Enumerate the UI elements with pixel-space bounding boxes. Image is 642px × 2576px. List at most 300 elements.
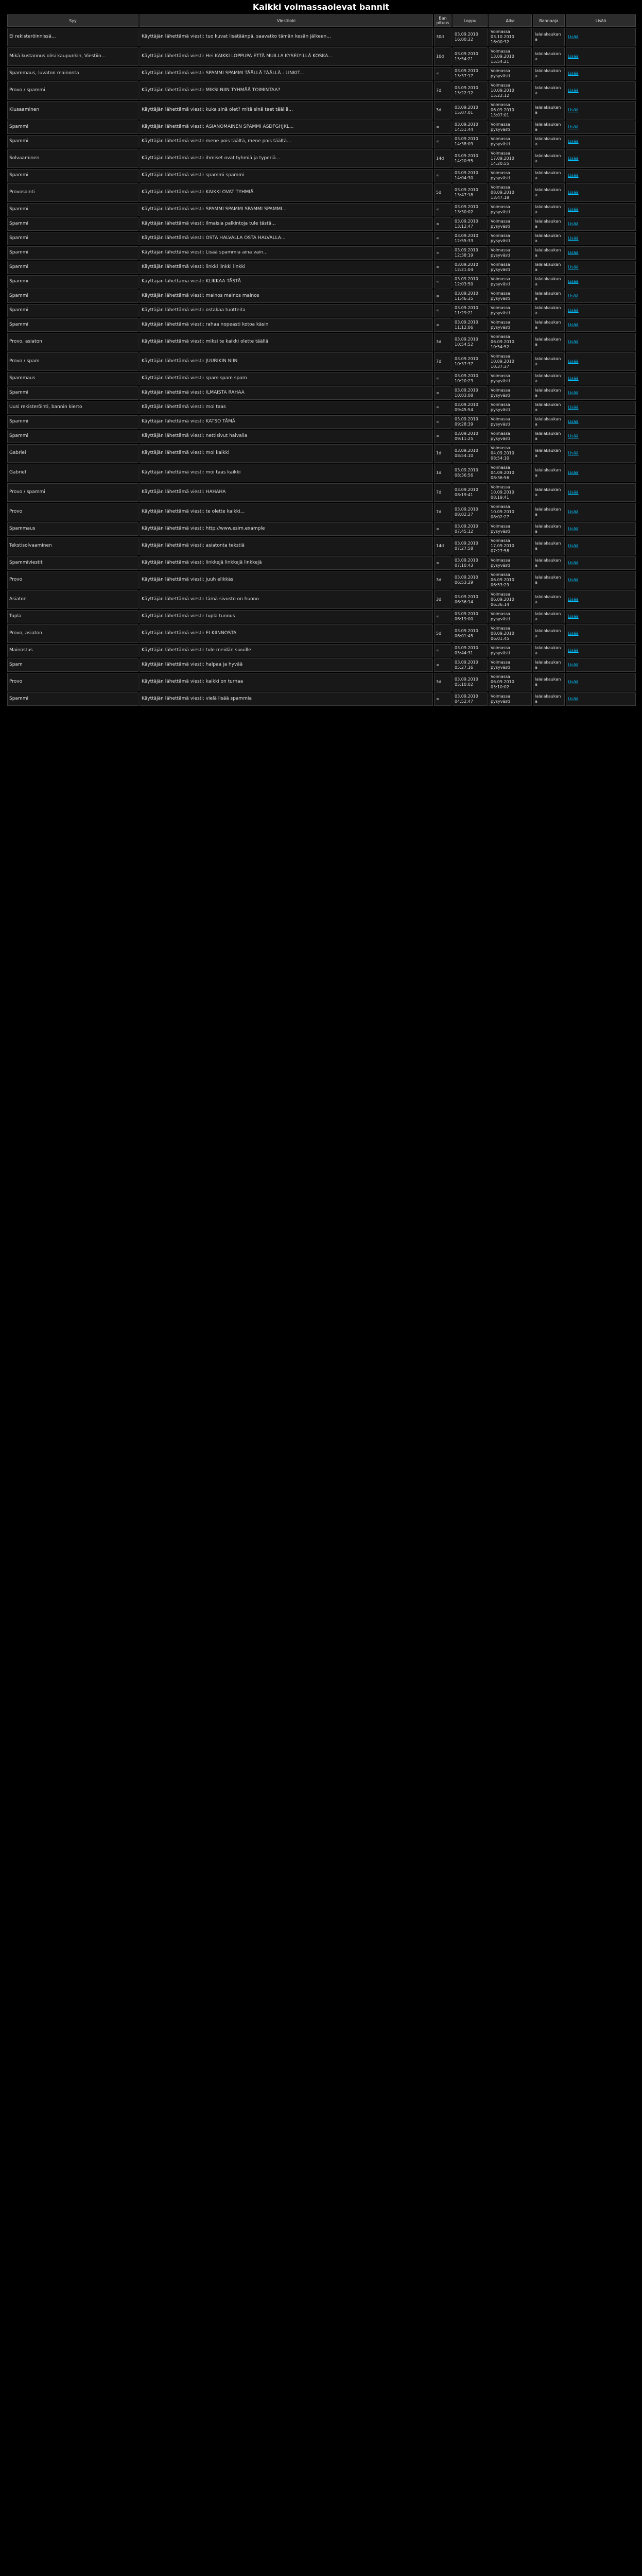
reason-cell: Provo / spammi (7, 81, 138, 100)
start-cell: 03.09.2010 15:54:21 (453, 47, 488, 66)
table-row (7, 28, 636, 46)
end-cell: Voimassa 08.09.2010 06:01:45 (489, 624, 532, 643)
more-link[interactable]: Lisää (566, 67, 636, 80)
length-cell: ∞ (434, 430, 452, 443)
table-row (7, 556, 636, 570)
start-cell: 03.09.2010 04:52:47 (453, 692, 488, 706)
more-link[interactable]: Lisää (566, 304, 636, 317)
admin-cell: lalalakaukana (533, 47, 565, 66)
table-row (7, 246, 636, 260)
admin-cell: lalalakaukana (533, 644, 565, 657)
start-cell: 03.09.2010 08:19:41 (453, 483, 488, 502)
more-link[interactable]: Lisää (566, 183, 636, 202)
table-row (7, 217, 636, 231)
end-cell: Voimassa pysyvästi (489, 386, 532, 400)
more-link[interactable]: Lisää (566, 571, 636, 589)
admin-cell: lalalakaukana (533, 246, 565, 260)
table-row (7, 610, 636, 623)
end-cell: Voimassa 10.09.2010 15:22:12 (489, 81, 532, 100)
column-header-end: Aika (489, 14, 532, 27)
end-cell: Voimassa 10.09.2010 08:02:27 (489, 503, 532, 521)
message-cell: Käyttäjän lähettämä viesti: vielä lisää spammia (140, 692, 433, 706)
end-cell: Voimassa pysyvästi (489, 203, 532, 216)
start-cell: 03.09.2010 06:19:00 (453, 610, 488, 623)
length-cell: 14d (434, 537, 452, 555)
start-cell: 03.09.2010 07:45:12 (453, 522, 488, 536)
start-cell: 03.09.2010 13:30:02 (453, 203, 488, 216)
end-cell: Voimassa pysyvästi (489, 169, 532, 182)
start-cell: 03.09.2010 09:11:25 (453, 430, 488, 443)
message-cell: Käyttäjän lähettämä viesti: spammi spammi (140, 169, 433, 182)
reason-cell: Spammaus (7, 372, 138, 385)
table-row (7, 333, 636, 351)
admin-cell: lalalakaukana (533, 537, 565, 555)
reason-cell: Provo / spam (7, 352, 138, 371)
end-cell: Voimassa pysyvästi (489, 275, 532, 289)
start-cell: 03.09.2010 09:45:54 (453, 401, 488, 414)
reason-cell: Spammi (7, 203, 138, 216)
admin-cell: lalalakaukana (533, 275, 565, 289)
start-cell: 03.09.2010 14:51:44 (453, 121, 488, 134)
table-row (7, 304, 636, 317)
admin-cell: lalalakaukana (533, 203, 565, 216)
start-cell: 03.09.2010 15:22:12 (453, 81, 488, 100)
more-link[interactable]: Lisää (566, 28, 636, 46)
more-link[interactable]: Lisää (566, 169, 636, 182)
end-cell: Voimassa 08.09.2010 13:47:18 (489, 183, 532, 202)
more-link[interactable]: Lisää (566, 503, 636, 521)
end-cell: Voimassa pysyvästi (489, 644, 532, 657)
start-cell: 03.09.2010 05:44:31 (453, 644, 488, 657)
length-cell: ∞ (434, 318, 452, 332)
reason-cell: Mikä kustannus olisi kaupunkin, Viestiin... (7, 47, 138, 66)
start-cell: 03.09.2010 05:27:16 (453, 658, 488, 672)
length-cell: 1d (434, 444, 452, 463)
start-cell: 03.09.2010 06:01:45 (453, 624, 488, 643)
admin-cell: lalalakaukana (533, 430, 565, 443)
admin-cell: lalalakaukana (533, 610, 565, 623)
length-cell: 3d (434, 571, 452, 589)
table-row (7, 658, 636, 672)
message-cell: Käyttäjän lähettämä viesti: KLIKKAA TÄSTÄ (140, 275, 433, 289)
start-cell: 03.09.2010 12:21:04 (453, 261, 488, 274)
table-row (7, 644, 636, 657)
end-cell: Voimassa 10.09.2010 08:19:41 (489, 483, 532, 502)
admin-cell: lalalakaukana (533, 217, 565, 231)
end-cell: Voimassa pysyvästi (489, 658, 532, 672)
start-cell: 03.09.2010 12:55:33 (453, 232, 488, 245)
end-cell: Voimassa 03.10.2010 16:00:32 (489, 28, 532, 46)
table-row (7, 203, 636, 216)
end-cell: Voimassa pysyvästi (489, 556, 532, 570)
end-cell: Voimassa pysyvästi (489, 692, 532, 706)
length-cell: 30d (434, 28, 452, 46)
length-cell: 7d (434, 81, 452, 100)
end-cell: Voimassa pysyvästi (489, 217, 532, 231)
table-row (7, 415, 636, 429)
admin-cell: lalalakaukana (533, 571, 565, 589)
message-cell: Käyttäjän lähettämä viesti: KATSO TÄMÄ (140, 415, 433, 429)
reason-cell: Solvaaminen (7, 149, 138, 168)
length-cell: ∞ (434, 610, 452, 623)
more-link[interactable]: Lisää (566, 318, 636, 332)
admin-cell: lalalakaukana (533, 673, 565, 691)
reason-cell: Spammi (7, 232, 138, 245)
length-cell: ∞ (434, 203, 452, 216)
reason-cell: Ei rekisteröinnissä... (7, 28, 138, 46)
end-cell: Voimassa 17.09.2010 14:20:55 (489, 149, 532, 168)
table-header-row (7, 14, 636, 27)
message-cell: Käyttäjän lähettämä viesti: OSTA HALVALLA OSTA HALVALLA... (140, 232, 433, 245)
reason-cell: Kiusaaminen (7, 101, 138, 120)
admin-cell: lalalakaukana (533, 415, 565, 429)
table-row (7, 444, 636, 463)
start-cell: 03.09.2010 06:36:14 (453, 590, 488, 609)
message-cell: Käyttäjän lähettämä viesti: ilmaisia palkintoja tule tästä... (140, 217, 433, 231)
admin-cell: lalalakaukana (533, 135, 565, 148)
start-cell: 03.09.2010 07:10:43 (453, 556, 488, 570)
reason-cell: Spammiviestit (7, 556, 138, 570)
reason-cell: Spammi (7, 692, 138, 706)
length-cell: ∞ (434, 261, 452, 274)
reason-cell: Spammi (7, 386, 138, 400)
length-cell: 7d (434, 352, 452, 371)
table-row (7, 121, 636, 134)
table-row (7, 183, 636, 202)
table-row (7, 503, 636, 521)
table-row (7, 673, 636, 691)
reason-cell: Spammi (7, 290, 138, 303)
length-cell: 3d (434, 673, 452, 691)
end-cell: Voimassa 06.09.2010 06:36:14 (489, 590, 532, 609)
start-cell: 03.09.2010 10:37:37 (453, 352, 488, 371)
reason-cell: Spammi (7, 121, 138, 134)
more-link[interactable]: Lisää (566, 372, 636, 385)
reason-cell: Provo (7, 673, 138, 691)
message-cell: Käyttäjän lähettämä viesti: spam spam spam (140, 372, 433, 385)
length-cell: 5d (434, 183, 452, 202)
table-row (7, 624, 636, 643)
table-row (7, 571, 636, 589)
table-row (7, 401, 636, 414)
reason-cell: Provo (7, 571, 138, 589)
reason-cell: Mainostus (7, 644, 138, 657)
message-cell: Käyttäjän lähettämä viesti: mainos mainos mainos (140, 290, 433, 303)
end-cell: Voimassa pysyvästi (489, 304, 532, 317)
start-cell: 03.09.2010 14:04:30 (453, 169, 488, 182)
message-cell: Käyttäjän lähettämä viesti: SPAMMI SPAMMI SPAMMI SPAMMI... (140, 203, 433, 216)
column-header-length: Ban pituus (434, 14, 452, 27)
start-cell: 03.09.2010 06:53:29 (453, 571, 488, 589)
start-cell: 03.09.2010 16:00:32 (453, 28, 488, 46)
message-cell: Käyttäjän lähettämä viesti: juuh elikkäs (140, 571, 433, 589)
admin-cell: lalalakaukana (533, 261, 565, 274)
length-cell: ∞ (434, 658, 452, 672)
table-row (7, 290, 636, 303)
reason-cell: Spam (7, 658, 138, 672)
message-cell: Käyttäjän lähettämä viesti: linkkejä linkkejä linkkejä (140, 556, 433, 570)
length-cell: 5d (434, 624, 452, 643)
message-cell: Käyttäjän lähettämä viesti: asiatonta tekstiä (140, 537, 433, 555)
reason-cell: Uusi rekisteröinti, bannin kierto (7, 401, 138, 414)
more-link[interactable]: Lisää (566, 121, 636, 134)
length-cell: ∞ (434, 372, 452, 385)
admin-cell: lalalakaukana (533, 304, 565, 317)
end-cell: Voimassa pysyvästi (489, 121, 532, 134)
length-cell: 7d (434, 503, 452, 521)
message-cell: Käyttäjän lähettämä viesti: ihmiset ovat tyhmiä ja typeriä... (140, 149, 433, 168)
reason-cell: Tupla (7, 610, 138, 623)
end-cell: Voimassa pysyvästi (489, 290, 532, 303)
more-link[interactable]: Lisää (566, 217, 636, 231)
start-cell: 03.09.2010 15:07:01 (453, 101, 488, 120)
end-cell: Voimassa pysyvästi (489, 372, 532, 385)
admin-cell: lalalakaukana (533, 658, 565, 672)
start-cell: 03.09.2010 10:54:52 (453, 333, 488, 351)
page-title: Kaikki voimassaolevat bannit (252, 2, 390, 12)
end-cell: Voimassa pysyvästi (489, 67, 532, 80)
message-cell: Käyttäjän lähettämä viesti: tuo kuvat lisätäänpä, saavatko tämän kesän jälkeen... (140, 28, 433, 46)
end-cell: Voimassa pysyvästi (489, 135, 532, 148)
message-cell: Käyttäjän lähettämä viesti: rahaa nopeasti kotoa käsin (140, 318, 433, 332)
start-cell: 03.09.2010 14:38:09 (453, 135, 488, 148)
admin-cell: lalalakaukana (533, 101, 565, 120)
more-link[interactable]: Lisää (566, 692, 636, 706)
message-cell: Käyttäjän lähettämä viesti: moi taas (140, 401, 433, 414)
admin-cell: lalalakaukana (533, 692, 565, 706)
length-cell: 7d (434, 483, 452, 502)
start-cell: 03.09.2010 11:29:21 (453, 304, 488, 317)
table-row (7, 275, 636, 289)
message-cell: Käyttäjän lähettämä viesti: http://www.esim.example (140, 522, 433, 536)
end-cell: Voimassa pysyvästi (489, 232, 532, 245)
start-cell: 03.09.2010 08:02:27 (453, 503, 488, 521)
reason-cell: Spammi (7, 430, 138, 443)
end-cell: Voimassa pysyvästi (489, 415, 532, 429)
admin-cell: lalalakaukana (533, 556, 565, 570)
message-cell: Käyttäjän lähettämä viesti: miksi te kaikki olette täällä (140, 333, 433, 351)
more-link[interactable]: Lisää (566, 610, 636, 623)
end-cell: Voimassa 06.09.2010 05:10:02 (489, 673, 532, 691)
reason-cell: Asiaton (7, 590, 138, 609)
more-link[interactable]: Lisää (566, 149, 636, 168)
start-cell: 03.09.2010 07:27:58 (453, 537, 488, 555)
start-cell: 03.09.2010 13:47:18 (453, 183, 488, 202)
admin-cell: lalalakaukana (533, 522, 565, 536)
message-cell: Käyttäjän lähettämä viesti: ILMAISTA RAHAA (140, 386, 433, 400)
table-row (7, 67, 636, 80)
table-row (7, 169, 636, 182)
table-row (7, 352, 636, 371)
column-header-message: Viestiloki (140, 14, 433, 27)
length-cell: ∞ (434, 386, 452, 400)
table-row (7, 430, 636, 443)
column-header-more: Lisää (566, 14, 636, 27)
start-cell: 03.09.2010 08:54:10 (453, 444, 488, 463)
length-cell: ∞ (434, 692, 452, 706)
start-cell: 03.09.2010 10:03:08 (453, 386, 488, 400)
more-link[interactable]: Lisää (566, 246, 636, 260)
length-cell: ∞ (434, 522, 452, 536)
column-header-start: Loppu (453, 14, 488, 27)
table-row (7, 101, 636, 120)
message-cell: Käyttäjän lähettämä viesti: tämä sivusto on huono (140, 590, 433, 609)
length-cell: ∞ (434, 232, 452, 245)
more-link[interactable]: Lisää (566, 135, 636, 148)
length-cell: 10d (434, 47, 452, 66)
message-cell: Käyttäjän lähettämä viesti: kuka sinä olet? mitä sinä teet täällä... (140, 101, 433, 120)
more-link[interactable]: Lisää (566, 401, 636, 414)
table-row (7, 692, 636, 706)
length-cell: ∞ (434, 67, 452, 80)
message-cell: Käyttäjän lähettämä viesti: halpaa ja hyvää (140, 658, 433, 672)
start-cell: 03.09.2010 13:12:47 (453, 217, 488, 231)
admin-cell: lalalakaukana (533, 290, 565, 303)
reason-cell: Spammaus (7, 522, 138, 536)
more-link[interactable]: Lisää (566, 673, 636, 691)
more-link[interactable]: Lisää (566, 483, 636, 502)
end-cell: Voimassa pysyvästi (489, 430, 532, 443)
reason-cell: Provo, asiaton (7, 624, 138, 643)
start-cell: 03.09.2010 05:10:02 (453, 673, 488, 691)
admin-cell: lalalakaukana (533, 401, 565, 414)
reason-cell: Spammi (7, 304, 138, 317)
length-cell: ∞ (434, 135, 452, 148)
more-link[interactable]: Lisää (566, 444, 636, 463)
reason-cell: Gabriel (7, 444, 138, 463)
length-cell: ∞ (434, 415, 452, 429)
length-cell: 1d (434, 464, 452, 482)
message-cell: Käyttäjän lähettämä viesti: Hei KAIKKI LOPPUPA ETTÄ MUILLA KYSELYILLÄ KOSKA... (140, 47, 433, 66)
admin-cell: lalalakaukana (533, 386, 565, 400)
reason-cell: Spammi (7, 217, 138, 231)
more-link[interactable]: Lisää (566, 415, 636, 429)
more-link[interactable]: Lisää (566, 81, 636, 100)
end-cell: Voimassa pysyvästi (489, 610, 532, 623)
length-cell: ∞ (434, 304, 452, 317)
more-link[interactable]: Lisää (566, 658, 636, 672)
table-row (7, 464, 636, 482)
start-cell: 03.09.2010 10:20:23 (453, 372, 488, 385)
more-link[interactable]: Lisää (566, 590, 636, 609)
length-cell: 3d (434, 333, 452, 351)
message-cell: Käyttäjän lähettämä viesti: SPAMMI SPAMMI TÄÄLLÄ TÄÄLLÄ - LINKIT... (140, 67, 433, 80)
end-cell: Voimassa pysyvästi (489, 246, 532, 260)
table-row (7, 386, 636, 400)
more-link[interactable]: Lisää (566, 537, 636, 555)
length-cell: ∞ (434, 121, 452, 134)
end-cell: Voimassa 06.09.2010 15:07:01 (489, 101, 532, 120)
end-cell: Voimassa 13.09.2010 15:54:21 (489, 47, 532, 66)
more-link[interactable]: Lisää (566, 275, 636, 289)
length-cell: ∞ (434, 246, 452, 260)
message-cell: Käyttäjän lähettämä viesti: kaikki on turhaa (140, 673, 433, 691)
more-link[interactable]: Lisää (566, 47, 636, 66)
table-body (7, 28, 636, 706)
length-cell: 3d (434, 590, 452, 609)
message-cell: Käyttäjän lähettämä viesti: moi taas kaikki (140, 464, 433, 482)
start-cell: 03.09.2010 09:28:39 (453, 415, 488, 429)
message-cell: Käyttäjän lähettämä viesti: tupla tunnus (140, 610, 433, 623)
reason-cell: Provo, asiaton (7, 333, 138, 351)
message-cell: Käyttäjän lähettämä viesti: MIKSI NIIN TYHMÄÄ TOIMINTAA? (140, 81, 433, 100)
table-row (7, 590, 636, 609)
length-cell: ∞ (434, 556, 452, 570)
end-cell: Voimassa 04.09.2010 08:36:56 (489, 464, 532, 482)
message-cell: Käyttäjän lähettämä viesti: linkki linkki linkki (140, 261, 433, 274)
admin-cell: lalalakaukana (533, 372, 565, 385)
reason-cell: Spammi (7, 275, 138, 289)
more-link[interactable]: Lisää (566, 430, 636, 443)
more-link[interactable]: Lisää (566, 624, 636, 643)
admin-cell: lalalakaukana (533, 67, 565, 80)
reason-cell: Tekstisolvaaminen (7, 537, 138, 555)
table-row (7, 81, 636, 100)
reason-cell: Spammi (7, 169, 138, 182)
admin-cell: lalalakaukana (533, 333, 565, 351)
table-row (7, 232, 636, 245)
reason-cell: Spammi (7, 261, 138, 274)
message-cell: Käyttäjän lähettämä viesti: HAHAHA (140, 483, 433, 502)
length-cell: 14d (434, 149, 452, 168)
admin-cell: lalalakaukana (533, 503, 565, 521)
start-cell: 03.09.2010 11:12:06 (453, 318, 488, 332)
reason-cell: Provo / spammi (7, 483, 138, 502)
more-link[interactable]: Lisää (566, 290, 636, 303)
table-row (7, 135, 636, 148)
admin-cell: lalalakaukana (533, 28, 565, 46)
more-link[interactable]: Lisää (566, 644, 636, 657)
start-cell: 03.09.2010 12:38:19 (453, 246, 488, 260)
more-link[interactable]: Lisää (566, 464, 636, 482)
more-link[interactable]: Lisää (566, 386, 636, 400)
end-cell: Voimassa 06.09.2010 06:53:29 (489, 571, 532, 589)
more-link[interactable]: Lisää (566, 203, 636, 216)
start-cell: 03.09.2010 14:20:55 (453, 149, 488, 168)
length-cell: ∞ (434, 217, 452, 231)
admin-cell: lalalakaukana (533, 232, 565, 245)
start-cell: 03.09.2010 11:46:35 (453, 290, 488, 303)
table-row (7, 261, 636, 274)
more-link[interactable]: Lisää (566, 232, 636, 245)
length-cell: ∞ (434, 275, 452, 289)
more-link[interactable]: Lisää (566, 556, 636, 570)
more-link[interactable]: Lisää (566, 101, 636, 120)
admin-cell: lalalakaukana (533, 183, 565, 202)
end-cell: Voimassa pysyvästi (489, 401, 532, 414)
admin-cell: lalalakaukana (533, 352, 565, 371)
end-cell: Voimassa pysyvästi (489, 261, 532, 274)
message-cell: Käyttäjän lähettämä viesti: te olette kaikki... (140, 503, 433, 521)
length-cell: 3d (434, 101, 452, 120)
message-cell: Käyttäjän lähettämä viesti: tule meidän sivuille (140, 644, 433, 657)
table-row (7, 318, 636, 332)
more-link[interactable]: Lisää (566, 333, 636, 351)
more-link[interactable]: Lisää (566, 352, 636, 371)
admin-cell: lalalakaukana (533, 81, 565, 100)
reason-cell: Provo (7, 503, 138, 521)
admin-cell: lalalakaukana (533, 169, 565, 182)
table-row (7, 149, 636, 168)
reason-cell: Spammi (7, 246, 138, 260)
end-cell: Voimassa 10.09.2010 10:37:37 (489, 352, 532, 371)
admin-cell: lalalakaukana (533, 149, 565, 168)
more-link[interactable]: Lisää (566, 522, 636, 536)
column-header-admin: Bannaaja (533, 14, 565, 27)
more-link[interactable]: Lisää (566, 261, 636, 274)
start-cell: 03.09.2010 12:03:50 (453, 275, 488, 289)
admin-cell: lalalakaukana (533, 318, 565, 332)
